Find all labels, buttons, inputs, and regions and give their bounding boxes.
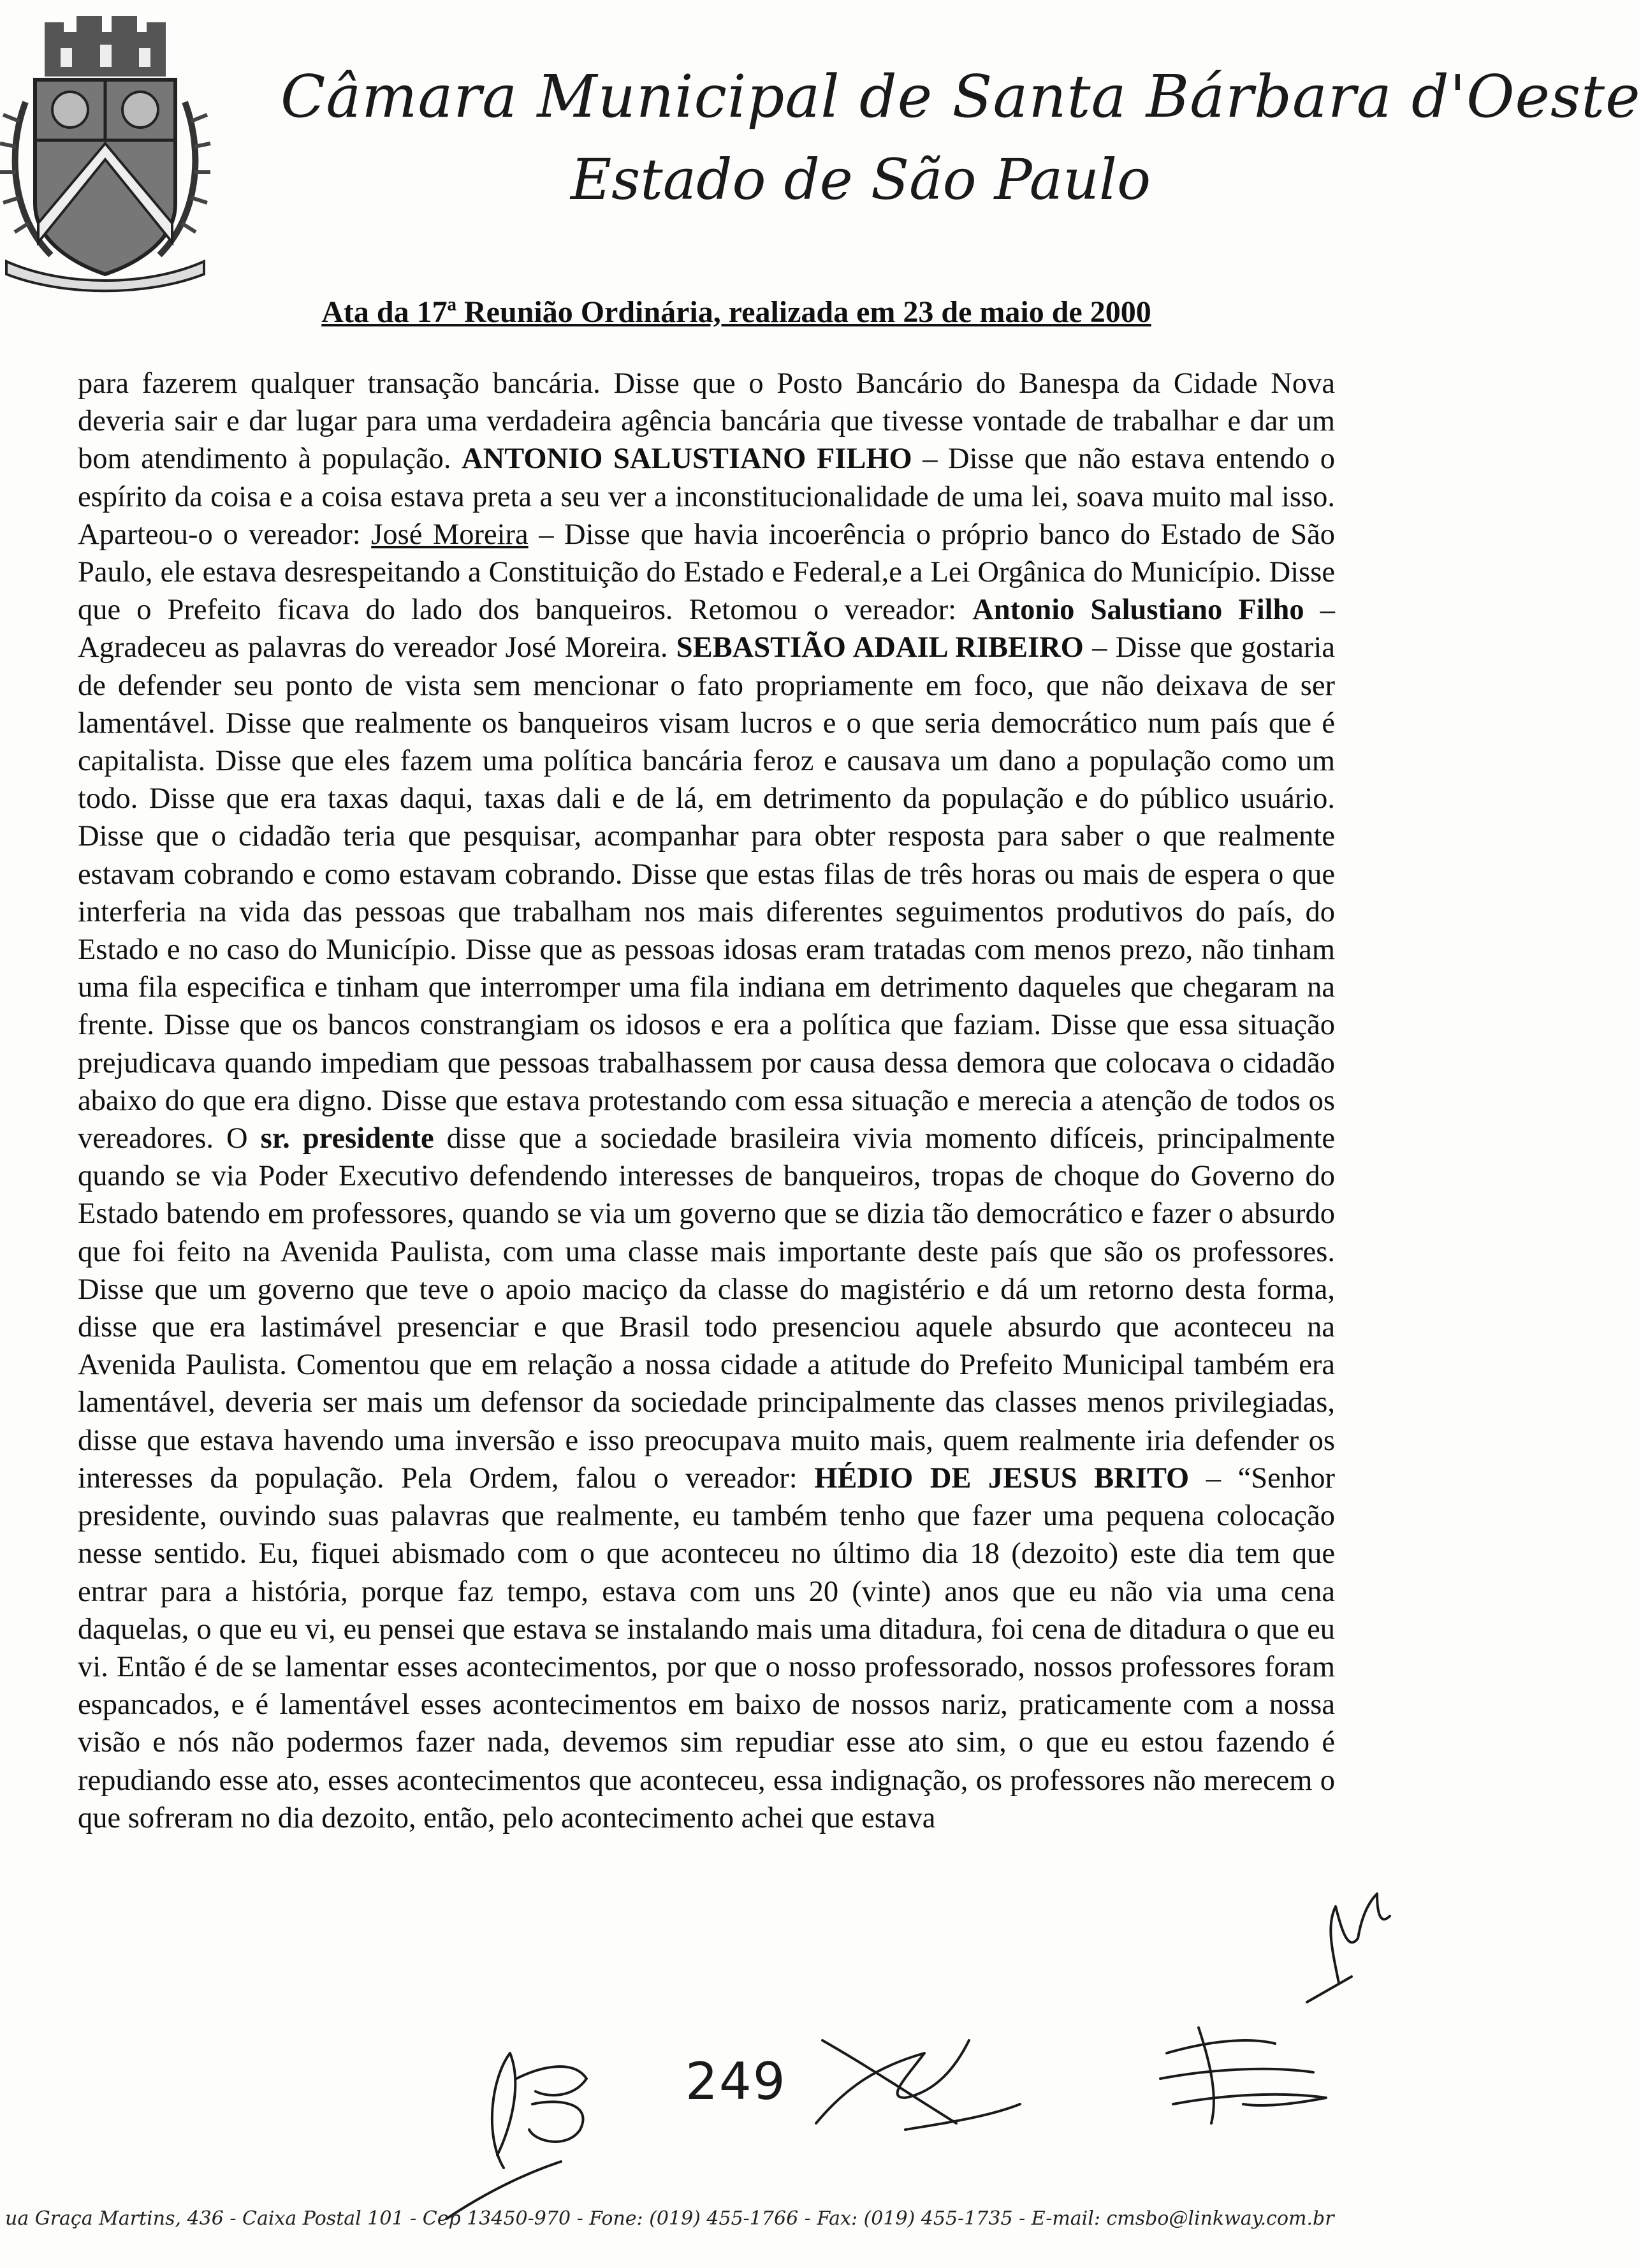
state-name-heading: Estado de São Paulo [570,147,1151,212]
speaker-name: ANTONIO SALUSTIANO FILHO [462,443,912,476]
minutes-body-text [78,365,1335,1837]
body-segment: – Disse que havia incoerência o próprio banco do Estado de São Paulo, ele estava desrespeitando a Constituição do Estado e Federal,e a Lei Orgânica do Município. Disse que o Prefeito ficava do lado dos banqueiros. Retomou o vereador: [78,518,1335,627]
body-segment: – Disse que não estava entendo o espírito da coisa e a coisa estava preta a seu ver a inconstitucionalidade de uma lei, soava muito mal isso. Aparteou-o o vereador: [78,443,1335,551]
page-number: 249 [685,2052,787,2111]
chamber-name-heading: Câmara Municipal de Santa Bárbara d'Oeste [281,62,1641,131]
speaker-name: Antonio Salustiano Filho [972,594,1304,627]
body-segment: disse que a sociedade brasileira vivia momento difíceis, principalmente quando se via Poder Executivo defendendo interesses de banqueiros, tropas de choque do Governo do Estado batendo em professores, quando se via um governo que se dizia tão democrático e fazer o absurdo que foi feito na Avenida Paulista, com uma classe mais importante deste país que são os professores. Disse que um governo que teve o apoio maciço da classe do magistério e dá um retorno desta forma, disse que era lastimável presenciar e que Brasil todo presenciou aquele absurdo que aconteceu na Avenida Paulista. Comentou que em relação a nossa cidade a atitude do Prefeito Municipal também era lamentável, deveria ser mais um defensor da sociedade principalmente das classes menos privilegiadas, disse que estava havendo uma inversão e isso preocupava muito mais, quem realmente iria defender os interesses da população. Pela Ordem, falou o vereador: [78,1122,1336,1495]
body-segment: – “Senhor presidente, ouvindo suas palavras que realmente, eu também tenho que fazer uma pequena colocação nesse sentido. Eu, fiquei abismado com o que aconteceu no último dia 18 (dezoito) este dia tem que entrar para a história, porque faz tempo, estava com uns 20 (vinte) anos que eu não via uma cena daquelas, o que eu vi, eu pensei que estava se instalando mais uma ditadura, foi cena de ditadura o que eu vi. Então é de se lamentar esses acontecimentos, por que o nosso professorado, nossos professores foram espancados, e é lamentável esses acontecimentos em baixo de nossos nariz, praticamente com a nossa visão e nós não podermos fazer nada, devemos sim repudiar esse ato sim, o que eu estou fazendo é repudiando esse ato, esses acontecimentos que aconteceu, essa indignação, os professores não merecem o que sofreram no dia dezoito, então, pelo acontecimento achei que estava [78,1461,1335,1834]
footer-contact-info: ua Graça Martins, 436 - Caixa Postal 101 - Cep 13450-970 - Fone: (019) 455-1766 - Fax: (019) 455-1735 - E-mail: cmsbo@linkway.com.br [5,2207,1334,2230]
speaker-name: HÉDIO DE JESUS BRITO [814,1461,1190,1495]
body-segment: – Agradeceu as palavras do vereador José Moreira. [78,594,1335,664]
speaker-name: sr. presidente [260,1122,434,1155]
municipal-coat-of-arms-icon [0,13,210,287]
speaker-name: SEBASTIÃO ADAIL RIBEIRO [676,631,1084,664]
minutes-title: Ata da 17ª Reunião Ordinária, realizada em 23 de maio de 2000 [321,295,1151,329]
body-segment: – Disse que gostaria de defender seu ponto de vista sem mencionar o fato propriamente em foco, que não deixava de ser lamentável. Disse que realmente os banqueiros visam lucros e o que seria democrático num país que é capitalista. Disse que eles fazem uma política bancária feroz e causava um dano a população como um todo. Disse que era taxas daqui, taxas dali e de lá, em detrimento da população e do público usuário. Disse que o cidadão teria que pesquisar, acompanhar para obter resposta para saber o que realmente estavam cobrando e como estavam cobrando. Disse que estas filas de três horas ou mais de espera o que interferia na vida das pessoas que trabalham nos mais diferentes seguimentos produtivos do país, do Estado e no caso do Município. Disse que as pessoas idosas eram tratadas com menos prezo, não tinham uma fila especifica e tinham que interromper uma fila indiana em detrimento daqueles que chegaram na frente. Disse que os bancos constrangiam os idosos e era a política que faziam. Disse que essa situação prejudicava quando impediam que pessoas trabalhassem por causa dessa demora que colocava o cidadão abaixo do que era digno. Disse que estava protestando com essa situação e merecia a atenção de todos os vereadores. O [78,631,1335,1155]
speaker-name: José Moreira [371,518,529,551]
body-segment: para fazerem qualquer transação bancária. Disse que o Posto Bancário do Banespa da Cidade Nova deveria sair e dar lugar para uma verdadeira agência bancária que tivesse vontade de trabalhar e dar um bom atendimento à população. [78,367,1335,476]
